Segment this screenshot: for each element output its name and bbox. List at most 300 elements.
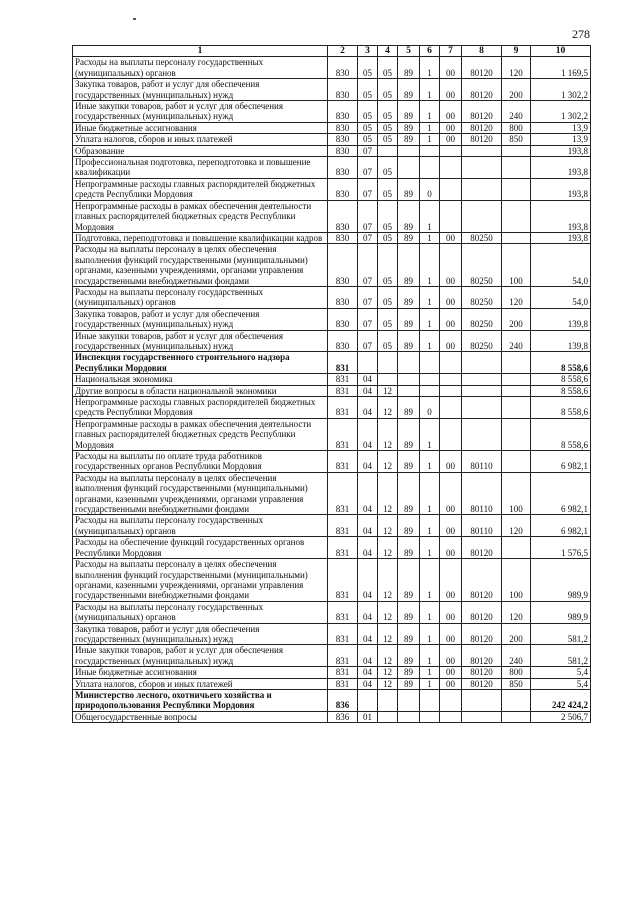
- expense-type-code-cell: 240: [502, 645, 531, 667]
- program-code-cell: 89: [398, 200, 420, 232]
- direction-code-cell: 80250: [462, 330, 502, 352]
- program-code-cell: 89: [398, 244, 420, 287]
- header-cell: 1: [73, 46, 328, 57]
- subsection-code-cell: 05: [378, 308, 398, 330]
- item-name-cell: Общегосударственные вопросы: [73, 711, 328, 722]
- subsection-code-cell: 05: [378, 79, 398, 101]
- direction-code-cell: 80120: [462, 678, 502, 689]
- subsection-code-cell: 05: [378, 244, 398, 287]
- table-row: [73, 79, 591, 101]
- main-event-code-cell: 00: [440, 79, 462, 101]
- table-row: [73, 601, 591, 623]
- item-name-cell: Национальная экономика: [73, 374, 328, 385]
- section-code-cell: 04: [358, 472, 378, 515]
- subprogram-code-cell: 1: [420, 451, 440, 473]
- amount-cell: 13,9: [531, 134, 591, 145]
- subprogram-code-cell: 1: [420, 667, 440, 678]
- direction-code-cell: 80120: [462, 537, 502, 559]
- admin-code-cell: 830: [328, 57, 358, 79]
- expense-type-code-cell: 120: [502, 515, 531, 537]
- item-name-cell: Расходы на выплаты персоналу государственных (муниципальных) органов: [73, 601, 328, 623]
- table-row: [73, 178, 591, 200]
- amount-cell: 193,8: [531, 200, 591, 232]
- section-code-cell: 05: [358, 122, 378, 133]
- direction-code-cell: 80120: [462, 134, 502, 145]
- expense-type-code-cell: 200: [502, 623, 531, 645]
- subsection-code-cell: 12: [378, 472, 398, 515]
- program-code-cell: 89: [398, 645, 420, 667]
- section-code-cell: 04: [358, 559, 378, 602]
- amount-cell: 139,8: [531, 308, 591, 330]
- admin-code-cell: 831: [328, 678, 358, 689]
- amount-cell: 193,8: [531, 232, 591, 243]
- expense-type-code-cell: [502, 418, 531, 450]
- section-code-cell: 04: [358, 623, 378, 645]
- table-row: [73, 101, 591, 123]
- header-cell: 4: [378, 46, 398, 57]
- program-code-cell: 89: [398, 667, 420, 678]
- main-event-code-cell: [440, 157, 462, 179]
- program-code-cell: 89: [398, 559, 420, 602]
- table-row: [73, 515, 591, 537]
- subsection-code-cell: 12: [378, 601, 398, 623]
- direction-code-cell: 80120: [462, 101, 502, 123]
- subsection-code-cell: 05: [378, 157, 398, 179]
- admin-code-cell: 831: [328, 667, 358, 678]
- direction-code-cell: 80250: [462, 286, 502, 308]
- item-name-cell: Иные бюджетные ассигнования: [73, 667, 328, 678]
- main-event-code-cell: [440, 711, 462, 722]
- direction-code-cell: [462, 397, 502, 419]
- program-code-cell: 89: [398, 57, 420, 79]
- expense-type-code-cell: [502, 178, 531, 200]
- section-code-cell: 04: [358, 515, 378, 537]
- program-code-cell: [398, 374, 420, 385]
- subprogram-code-cell: 1: [420, 232, 440, 243]
- subprogram-code-cell: 1: [420, 79, 440, 101]
- main-event-code-cell: 00: [440, 134, 462, 145]
- direction-code-cell: [462, 352, 502, 374]
- expense-type-code-cell: 120: [502, 57, 531, 79]
- item-name-cell: Расходы на обеспечение функций государственных органов Республики Мордовия: [73, 537, 328, 559]
- admin-code-cell: 836: [328, 689, 358, 711]
- subsection-code-cell: [378, 374, 398, 385]
- direction-code-cell: 80110: [462, 472, 502, 515]
- expense-type-code-cell: 800: [502, 122, 531, 133]
- subprogram-code-cell: 1: [420, 559, 440, 602]
- item-name-cell: Расходы на выплаты персоналу в целях обеспечения выполнения функций государственными (муниципальными) органами, казенными учреждениями, органами управления государственными внебюджетными фондами: [73, 244, 328, 287]
- main-event-code-cell: 00: [440, 232, 462, 243]
- item-name-cell: Расходы на выплаты по оплате труда работников государственных органов Республики Мордовия: [73, 451, 328, 473]
- item-name-cell: Закупка товаров, работ и услуг для обеспечения государственных (муниципальных) нужд: [73, 79, 328, 101]
- program-code-cell: 89: [398, 678, 420, 689]
- header-cell: 6: [420, 46, 440, 57]
- direction-code-cell: [462, 157, 502, 179]
- header-cell: 8: [462, 46, 502, 57]
- amount-cell: 581,2: [531, 645, 591, 667]
- section-code-cell: 01: [358, 711, 378, 722]
- main-event-code-cell: [440, 689, 462, 711]
- item-name-cell: Закупка товаров, работ и услуг для обеспечения государственных (муниципальных) нужд: [73, 308, 328, 330]
- admin-code-cell: 831: [328, 397, 358, 419]
- expense-type-code-cell: [502, 200, 531, 232]
- table-body: [73, 57, 591, 723]
- item-name-cell: Другие вопросы в области национальной экономики: [73, 385, 328, 396]
- subprogram-code-cell: 1: [420, 200, 440, 232]
- subsection-code-cell: 05: [378, 330, 398, 352]
- program-code-cell: 89: [398, 601, 420, 623]
- direction-code-cell: [462, 711, 502, 722]
- table-row: [73, 352, 591, 374]
- amount-cell: 8 558,6: [531, 397, 591, 419]
- page-number: 278: [572, 27, 590, 41]
- expense-type-code-cell: [502, 157, 531, 179]
- table-row: [73, 559, 591, 602]
- subsection-code-cell: [378, 689, 398, 711]
- admin-code-cell: 830: [328, 101, 358, 123]
- amount-cell: 1 576,5: [531, 537, 591, 559]
- program-code-cell: 89: [398, 418, 420, 450]
- program-code-cell: [398, 385, 420, 396]
- amount-cell: 6 982,1: [531, 515, 591, 537]
- amount-cell: 6 982,1: [531, 451, 591, 473]
- program-code-cell: 89: [398, 286, 420, 308]
- subprogram-code-cell: 0: [420, 178, 440, 200]
- admin-code-cell: 830: [328, 134, 358, 145]
- expense-type-code-cell: [502, 385, 531, 396]
- admin-code-cell: 830: [328, 122, 358, 133]
- program-code-cell: [398, 145, 420, 156]
- program-code-cell: 89: [398, 397, 420, 419]
- main-event-code-cell: 00: [440, 308, 462, 330]
- subprogram-code-cell: 1: [420, 472, 440, 515]
- direction-code-cell: [462, 418, 502, 450]
- subprogram-code-cell: 0: [420, 397, 440, 419]
- admin-code-cell: 831: [328, 645, 358, 667]
- direction-code-cell: 80120: [462, 559, 502, 602]
- admin-code-cell: 831: [328, 472, 358, 515]
- admin-code-cell: 831: [328, 352, 358, 374]
- item-name-cell: Профессиональная подготовка, переподготовка и повышение квалификации: [73, 157, 328, 179]
- amount-cell: 54,0: [531, 286, 591, 308]
- item-name-cell: Расходы на выплаты персоналу государственных (муниципальных) органов: [73, 515, 328, 537]
- table-row: [73, 418, 591, 450]
- item-name-cell: Непрограммные расходы главных распорядителей бюджетных средств Республики Мордовия: [73, 397, 328, 419]
- section-code-cell: 07: [358, 178, 378, 200]
- expense-type-code-cell: [502, 232, 531, 243]
- main-event-code-cell: 00: [440, 559, 462, 602]
- expense-type-code-cell: [502, 537, 531, 559]
- direction-code-cell: 80120: [462, 601, 502, 623]
- program-code-cell: 89: [398, 623, 420, 645]
- main-event-code-cell: [440, 397, 462, 419]
- main-event-code-cell: 00: [440, 667, 462, 678]
- program-code-cell: [398, 352, 420, 374]
- subprogram-code-cell: 1: [420, 645, 440, 667]
- admin-code-cell: 831: [328, 418, 358, 450]
- direction-code-cell: 80250: [462, 308, 502, 330]
- expense-type-code-cell: [502, 374, 531, 385]
- subprogram-code-cell: [420, 157, 440, 179]
- subsection-code-cell: 12: [378, 418, 398, 450]
- expense-type-code-cell: 850: [502, 134, 531, 145]
- amount-cell: 193,8: [531, 178, 591, 200]
- main-event-code-cell: [440, 200, 462, 232]
- direction-code-cell: 80110: [462, 515, 502, 537]
- subprogram-code-cell: 1: [420, 601, 440, 623]
- amount-cell: 8 558,6: [531, 352, 591, 374]
- item-name-cell: Расходы на выплаты персоналу государственных (муниципальных) органов: [73, 286, 328, 308]
- subprogram-code-cell: 1: [420, 244, 440, 287]
- subsection-code-cell: 05: [378, 200, 398, 232]
- table-row: [73, 145, 591, 156]
- admin-code-cell: 830: [328, 200, 358, 232]
- expense-type-code-cell: [502, 397, 531, 419]
- budget-table: [72, 45, 591, 723]
- expense-type-code-cell: 800: [502, 667, 531, 678]
- subsection-code-cell: 05: [378, 134, 398, 145]
- subprogram-code-cell: 1: [420, 623, 440, 645]
- subprogram-code-cell: 1: [420, 537, 440, 559]
- main-event-code-cell: 00: [440, 101, 462, 123]
- subsection-code-cell: 05: [378, 57, 398, 79]
- direction-code-cell: [462, 374, 502, 385]
- amount-cell: 242 424,2: [531, 689, 591, 711]
- direction-code-cell: 80120: [462, 57, 502, 79]
- table-row: [73, 286, 591, 308]
- direction-code-cell: 80120: [462, 667, 502, 678]
- section-code-cell: 05: [358, 101, 378, 123]
- item-name-cell: Иные закупки товаров, работ и услуг для обеспечения государственных (муниципальных) нужд: [73, 645, 328, 667]
- amount-cell: 2 506,7: [531, 711, 591, 722]
- table-row: [73, 244, 591, 287]
- subprogram-code-cell: 1: [420, 515, 440, 537]
- admin-code-cell: 836: [328, 711, 358, 722]
- program-code-cell: 89: [398, 537, 420, 559]
- table-row: [73, 397, 591, 419]
- admin-code-cell: 831: [328, 537, 358, 559]
- main-event-code-cell: 00: [440, 122, 462, 133]
- item-name-cell: Непрограммные расходы в рамках обеспечения деятельности главных распорядителей бюджетных средств Республики Мордовия: [73, 200, 328, 232]
- section-code-cell: 04: [358, 374, 378, 385]
- main-event-code-cell: [440, 352, 462, 374]
- section-code-cell: 05: [358, 134, 378, 145]
- amount-cell: 1 169,5: [531, 57, 591, 79]
- section-code-cell: 04: [358, 537, 378, 559]
- amount-cell: 139,8: [531, 330, 591, 352]
- expense-type-code-cell: 240: [502, 101, 531, 123]
- expense-type-code-cell: 240: [502, 330, 531, 352]
- direction-code-cell: [462, 178, 502, 200]
- header-cell: 10: [531, 46, 591, 57]
- main-event-code-cell: [440, 374, 462, 385]
- program-code-cell: [398, 689, 420, 711]
- main-event-code-cell: 00: [440, 678, 462, 689]
- subprogram-code-cell: [420, 374, 440, 385]
- direction-code-cell: 80120: [462, 79, 502, 101]
- amount-cell: 8 558,6: [531, 418, 591, 450]
- table-row: [73, 678, 591, 689]
- item-name-cell: Иные закупки товаров, работ и услуг для обеспечения государственных (муниципальных) нужд: [73, 101, 328, 123]
- section-code-cell: 04: [358, 678, 378, 689]
- expense-type-code-cell: 120: [502, 601, 531, 623]
- admin-code-cell: 830: [328, 157, 358, 179]
- expense-type-code-cell: 200: [502, 308, 531, 330]
- subprogram-code-cell: [420, 385, 440, 396]
- admin-code-cell: 831: [328, 623, 358, 645]
- admin-code-cell: 830: [328, 330, 358, 352]
- admin-code-cell: 831: [328, 451, 358, 473]
- admin-code-cell: 830: [328, 178, 358, 200]
- amount-cell: 989,9: [531, 601, 591, 623]
- section-code-cell: 04: [358, 418, 378, 450]
- section-code-cell: 07: [358, 308, 378, 330]
- subsection-code-cell: 05: [378, 232, 398, 243]
- expense-type-code-cell: [502, 352, 531, 374]
- program-code-cell: 89: [398, 451, 420, 473]
- expense-type-code-cell: 850: [502, 678, 531, 689]
- program-code-cell: 89: [398, 122, 420, 133]
- item-name-cell: Расходы на выплаты персоналу в целях обеспечения выполнения функций государственными (муниципальными) органами, казенными учреждениями, органами управления государственными внебюджетными фондами: [73, 559, 328, 602]
- subsection-code-cell: [378, 352, 398, 374]
- subsection-code-cell: 12: [378, 397, 398, 419]
- main-event-code-cell: 00: [440, 57, 462, 79]
- subprogram-code-cell: 1: [420, 330, 440, 352]
- admin-code-cell: 830: [328, 244, 358, 287]
- direction-code-cell: 80120: [462, 623, 502, 645]
- subsection-code-cell: 05: [378, 101, 398, 123]
- admin-code-cell: 831: [328, 385, 358, 396]
- subsection-code-cell: 12: [378, 515, 398, 537]
- amount-cell: 1 302,2: [531, 101, 591, 123]
- header-cell: 5: [398, 46, 420, 57]
- admin-code-cell: 830: [328, 308, 358, 330]
- main-event-code-cell: 00: [440, 623, 462, 645]
- amount-cell: 193,8: [531, 157, 591, 179]
- expense-type-code-cell: 100: [502, 244, 531, 287]
- main-event-code-cell: 00: [440, 515, 462, 537]
- table-row: [73, 385, 591, 396]
- main-event-code-cell: 00: [440, 601, 462, 623]
- main-event-code-cell: 00: [440, 472, 462, 515]
- expense-type-code-cell: 200: [502, 79, 531, 101]
- main-event-code-cell: 00: [440, 451, 462, 473]
- main-event-code-cell: 00: [440, 286, 462, 308]
- expense-type-code-cell: 100: [502, 559, 531, 602]
- amount-cell: 6 982,1: [531, 472, 591, 515]
- table-header-row: [73, 46, 591, 57]
- amount-cell: 13,9: [531, 122, 591, 133]
- table-row: [73, 330, 591, 352]
- amount-cell: 54,0: [531, 244, 591, 287]
- item-name-cell: Иные закупки товаров, работ и услуг для обеспечения государственных (муниципальных) нужд: [73, 330, 328, 352]
- subsection-code-cell: 12: [378, 667, 398, 678]
- subprogram-code-cell: 1: [420, 122, 440, 133]
- subsection-code-cell: [378, 145, 398, 156]
- direction-code-cell: 80120: [462, 122, 502, 133]
- main-event-code-cell: 00: [440, 537, 462, 559]
- table-row: [73, 689, 591, 711]
- main-event-code-cell: 00: [440, 645, 462, 667]
- amount-cell: 5,4: [531, 667, 591, 678]
- admin-code-cell: 830: [328, 145, 358, 156]
- table-row: [73, 374, 591, 385]
- program-code-cell: 89: [398, 308, 420, 330]
- amount-cell: 989,9: [531, 559, 591, 602]
- subsection-code-cell: 05: [378, 178, 398, 200]
- table-row: [73, 451, 591, 473]
- table-row: [73, 57, 591, 79]
- subsection-code-cell: 12: [378, 623, 398, 645]
- section-code-cell: 07: [358, 157, 378, 179]
- item-name-cell: Подготовка, переподготовка и повышение квалификации кадров: [73, 232, 328, 243]
- item-name-cell: Непрограммные расходы главных распорядителей бюджетных средств Республики Мордовия: [73, 178, 328, 200]
- item-name-cell: Расходы на выплаты персоналу государственных (муниципальных) органов: [73, 57, 328, 79]
- admin-code-cell: 831: [328, 515, 358, 537]
- table-row: [73, 157, 591, 179]
- subsection-code-cell: 12: [378, 645, 398, 667]
- admin-code-cell: 830: [328, 232, 358, 243]
- subprogram-code-cell: [420, 711, 440, 722]
- item-name-cell: Уплата налогов, сборов и иных платежей: [73, 678, 328, 689]
- main-event-code-cell: 00: [440, 244, 462, 287]
- direction-code-cell: 80250: [462, 232, 502, 243]
- item-name-cell: Расходы на выплаты персоналу в целях обеспечения выполнения функций государственными (муниципальными) органами, казенными учреждениями, органами управления государственными внебюджетными фондами: [73, 472, 328, 515]
- main-event-code-cell: 00: [440, 330, 462, 352]
- section-code-cell: 07: [358, 330, 378, 352]
- item-name-cell: Инспекция государственного строительного надзора Республики Мордовия: [73, 352, 328, 374]
- subsection-code-cell: 12: [378, 385, 398, 396]
- subprogram-code-cell: 1: [420, 678, 440, 689]
- expense-type-code-cell: [502, 145, 531, 156]
- section-code-cell: 04: [358, 645, 378, 667]
- expense-type-code-cell: 120: [502, 286, 531, 308]
- amount-cell: 8 558,6: [531, 385, 591, 396]
- program-code-cell: 89: [398, 101, 420, 123]
- section-code-cell: 04: [358, 385, 378, 396]
- main-event-code-cell: [440, 385, 462, 396]
- item-name-cell: Иные бюджетные ассигнования: [73, 122, 328, 133]
- table-row: [73, 472, 591, 515]
- section-code-cell: 07: [358, 145, 378, 156]
- subsection-code-cell: 12: [378, 559, 398, 602]
- subprogram-code-cell: 1: [420, 101, 440, 123]
- admin-code-cell: 831: [328, 374, 358, 385]
- expense-type-code-cell: 100: [502, 472, 531, 515]
- program-code-cell: [398, 157, 420, 179]
- main-event-code-cell: [440, 178, 462, 200]
- subsection-code-cell: 12: [378, 451, 398, 473]
- admin-code-cell: 831: [328, 601, 358, 623]
- item-name-cell: Закупка товаров, работ и услуг для обеспечения государственных (муниципальных) нужд: [73, 623, 328, 645]
- item-name-cell: Министерство лесного, охотничьего хозяйства и природопользования Республики Мордовия: [73, 689, 328, 711]
- admin-code-cell: 830: [328, 286, 358, 308]
- program-code-cell: [398, 711, 420, 722]
- main-event-code-cell: [440, 145, 462, 156]
- section-code-cell: 07: [358, 200, 378, 232]
- section-code-cell: 04: [358, 397, 378, 419]
- item-name-cell: Образование: [73, 145, 328, 156]
- program-code-cell: 89: [398, 79, 420, 101]
- subprogram-code-cell: [420, 145, 440, 156]
- item-name-cell: Непрограммные расходы в рамках обеспечения деятельности главных распорядителей бюджетных средств Республики Мордовия: [73, 418, 328, 450]
- scan-mark: [133, 18, 136, 20]
- subprogram-code-cell: [420, 689, 440, 711]
- subprogram-code-cell: 1: [420, 418, 440, 450]
- subsection-code-cell: 05: [378, 286, 398, 308]
- direction-code-cell: [462, 145, 502, 156]
- direction-code-cell: [462, 689, 502, 711]
